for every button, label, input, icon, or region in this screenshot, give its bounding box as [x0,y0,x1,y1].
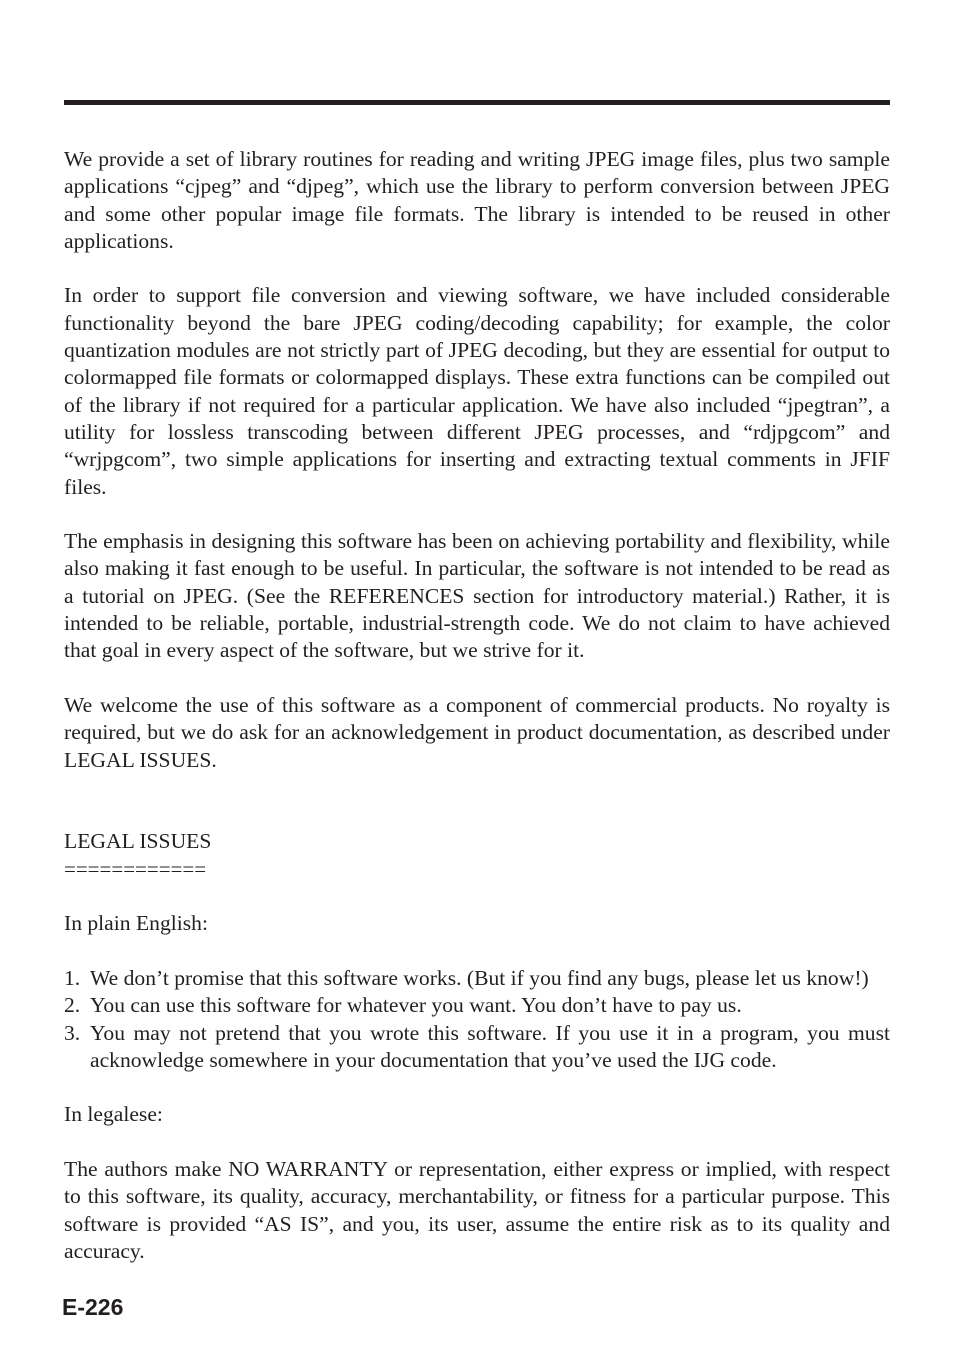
legal-issues-underline: ============ [64,856,207,881]
paragraph-emphasis: The emphasis in designing this software has been on achieving portability and flexibility, while also making it fast enough to be useful. In particular, the software is not intended to be read as a tutorial on JPEG. (See the REFERENCES section for introductory material.) Rather, it is intended to be reliable, portable, industrial-strength code. We do not claim to have achieved that goal in every aspect of the software, but we strive for it. [64,529,890,663]
list-item-number: 1. [64,965,81,990]
list-item-text: We don’t promise that this software works. (But if you find any bugs, please let us know!) [90,965,869,990]
warranty-paragraph: The authors make NO WARRANTY or representation, either express or implied, with respect to this software, its quality, accuracy, merchantability, or fitness for a particular purpose. This software is provided “AS IS”, and you, its user, assume the entire risk as to its quality and accuracy. [64,1156,890,1263]
list-item-number: 3. [64,1020,81,1045]
list-item-number: 2. [64,993,81,1018]
list-item-text: You may not pretend that you wrote this software. If you use it in a program, you must acknowledge somewhere in your documentation that you’ve used the IJG code. [90,1020,890,1072]
list-item [64,992,890,1019]
list-item [64,1020,890,1075]
header-rule [64,100,890,105]
plain-english-list [64,965,890,1074]
list-item-text: You can use this software for whatever you want. You don’t have to pay us. [90,993,742,1018]
page-number: E-226 [62,1294,124,1320]
legal-issues-heading: LEGAL ISSUES [64,829,212,854]
document-body [64,146,890,1292]
paragraph-functionality: In order to support file conversion and viewing software, we have included considerable functionality beyond the bare JPEG coding/decoding capability; for example, the color quantization modules are not strictly part of JPEG decoding, but they are essential for output to colormapped file formats or colormapped displays. These extra functions can be compiled out of the library if not required for a particular application. We have also included “jpegtran”, a utility for lossless transcoding between different JPEG processes, and “rdjpgcom” and “wrjpgcom”, two simple applications for inserting and extracting textual comments in JFIF files. [64,283,890,499]
list-item [64,965,890,992]
paragraph-intro: We provide a set of library routines for reading and writing JPEG image files, plus two sample applications “cjpeg” and “djpeg”, which use the library to perform conversion between JPEG and some other popular image file formats. The library is intended to be reused in other applications. [64,147,890,253]
plain-english-intro: In plain English: [64,911,208,936]
paragraph-commercial-use: We welcome the use of this software as a component of commercial products. No royalty is required, but we do ask for an acknowledgement in product documentation, as described under LEGAL ISSUES. [64,692,890,772]
legalese-intro: In legalese: [64,1102,163,1127]
